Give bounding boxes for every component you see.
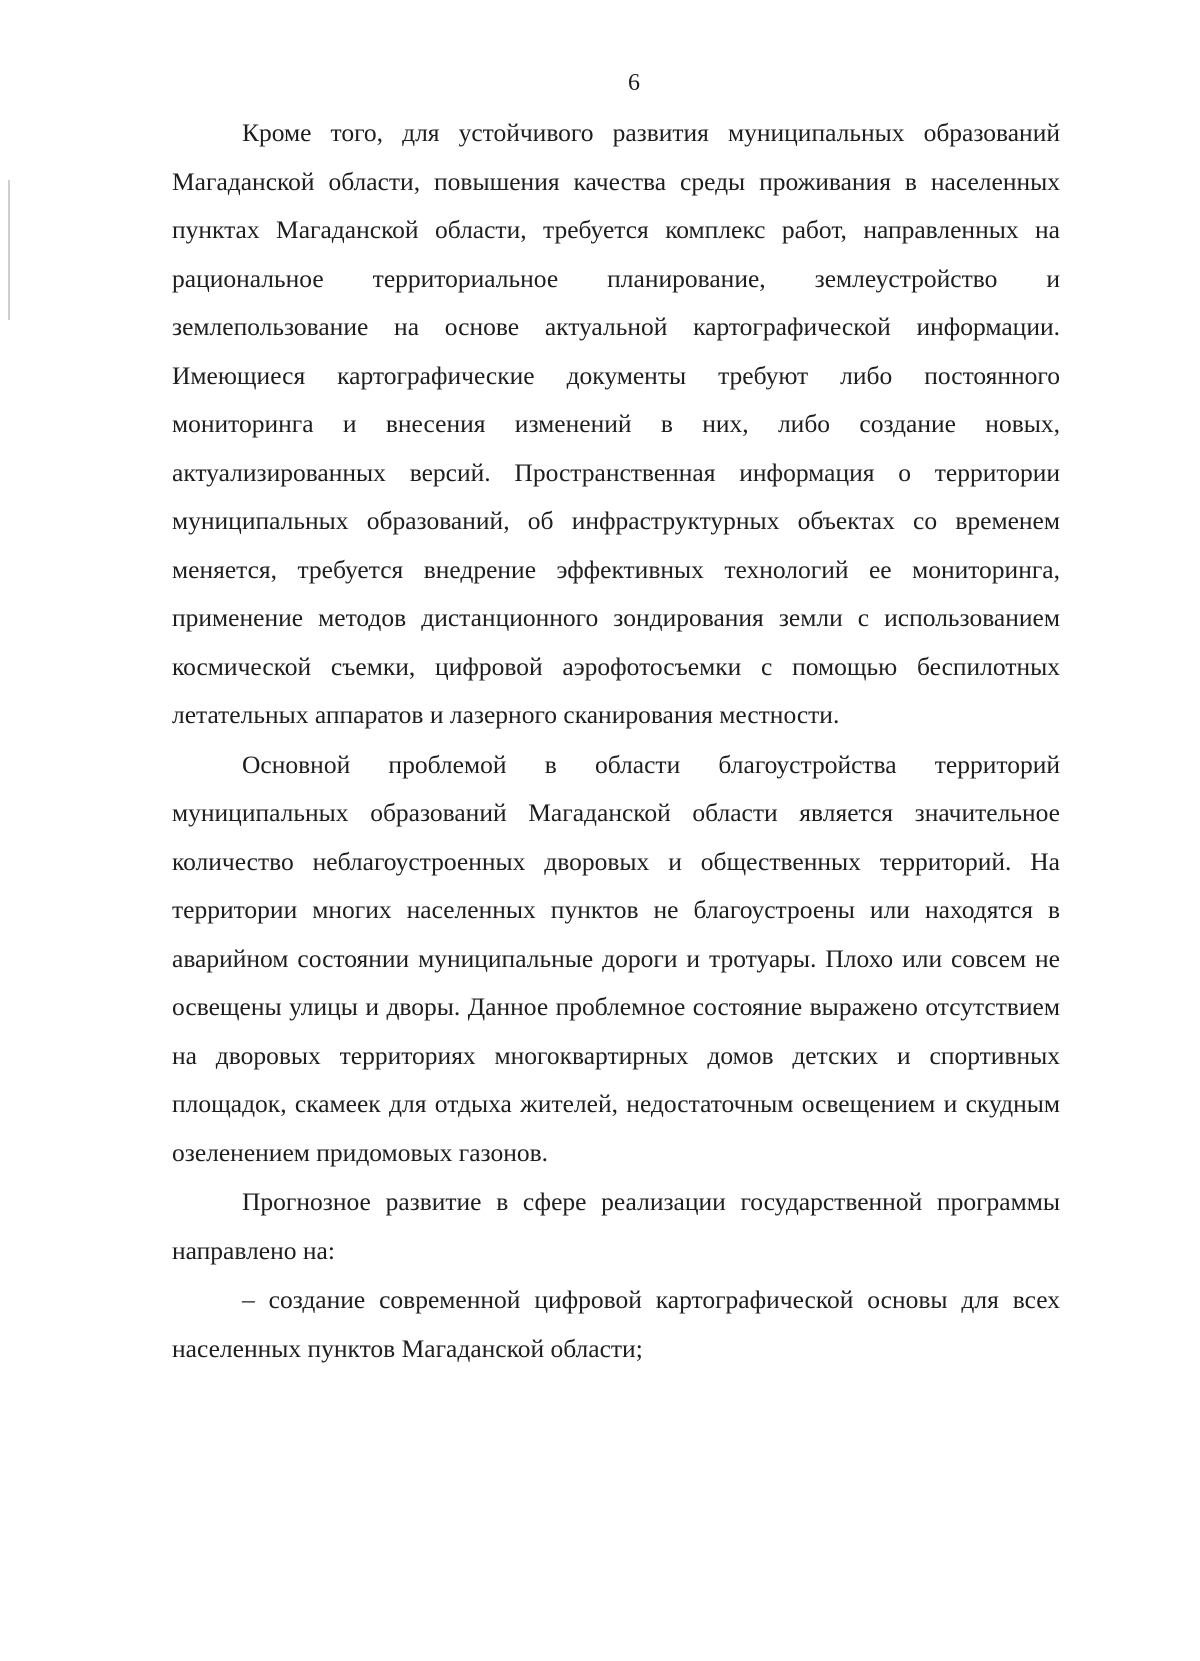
scan-edge-mark — [8, 180, 10, 320]
paragraph-cartography: Кроме того, для устойчивого развития муниципальных образований Магаданской области, повышения качества среды проживания в населенных пунктах Магаданской области, требуется комплекс работ, направленных на рациональное территориальное планирование, землеустройство и землепользование на основе актуальной картографической информации. Имеющиеся картографические документы требуют либо постоянного мониторинга и внесения изменений в них, либо создание новых, актуализированных версий. Пространственная информация о территории муниципальных образований, об инфраструктурных объектах со временем меняется, требуется внедрение эффективных технологий ее мониторинга, применение методов дистанционного зондирования земли с использованием космической съемки, цифровой аэрофотосъемки с помощью беспилотных летательных аппаратов и лазерного сканирования местности. — [172, 118, 1060, 729]
paragraph-landscaping-problem: Основной проблемой в области благоустройства территорий муниципальных образований Магаданской области является значительное количество неблагоустроенных дворовых и общественных территорий. На территории многих населенных пунктов не благоустроены или находятся в аварийном состоянии муниципальные дороги и тротуары. Плохо или совсем не освещены улицы и дворы. Данное проблемное состояние выражено отсутствием на дворовых территориях многоквартирных домов детских и спортивных площадок, скамеек для отдыха жителей, недостаточным освещением и скудным озеленением придомовых газонов. — [172, 749, 1060, 1167]
page-number: 6 — [628, 70, 640, 96]
list-item-digital-map: – создание современной цифровой картографической основы для всех населенных пунктов Магаданской области; — [172, 1285, 1060, 1363]
document-body — [172, 109, 1060, 1373]
paragraph-forecast-intro: Прогнозное развитие в сфере реализации государственной программы направлено на: — [172, 1187, 1060, 1265]
